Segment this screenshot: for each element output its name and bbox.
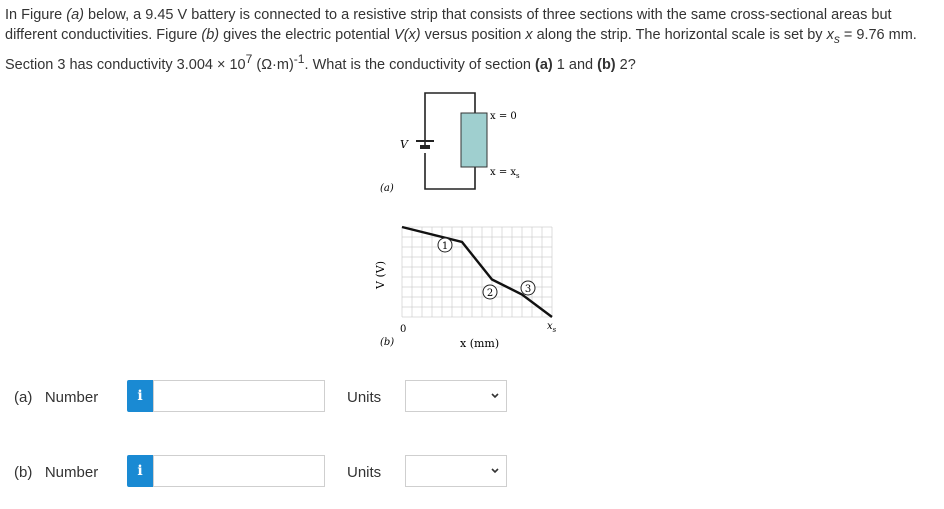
row-label: (a) Number — [14, 389, 99, 406]
figure-svg — [360, 85, 580, 350]
origin-label: 0 — [400, 324, 407, 335]
question-text: In Figure (a) below, a 9.45 V battery is connected to a resistive strip that consists of three sections with the same cross-sectional areas but different conductivities. Figure (b) gives the electric potential V(x) versus position x along the strip. The horizontal scale is set by $x_s = 9.76$ mm. Section 3 has conductivity $3.004 \times 10^7$ $(\Omega\cdot m)^{-1}$. What is the conductivity of section (a) 1 and (b) 2? — [5, 7, 917, 73]
xs-tick-label: $x_s$ — [547, 321, 557, 334]
section-3-marker — [521, 281, 535, 295]
x-axis-label: x (mm) — [460, 337, 500, 350]
units-label: Units — [347, 464, 382, 481]
units-select-b[interactable] — [405, 455, 507, 487]
circuit-diagram — [380, 93, 520, 194]
number-input-a[interactable] — [153, 380, 325, 412]
section-2-marker — [483, 285, 497, 299]
xs-label: $x = x_s$ — [490, 167, 520, 180]
chevron-down-icon — [490, 463, 500, 479]
svg-text:3: 3 — [524, 284, 532, 295]
x0-label: x = 0 — [490, 111, 517, 122]
resistive-strip — [461, 113, 487, 167]
number-input-b[interactable] — [153, 455, 325, 487]
graph-grid — [402, 227, 552, 317]
svg-text:1: 1 — [441, 241, 449, 252]
potential-line — [402, 227, 552, 317]
answer-row-a — [0, 380, 944, 414]
figure — [360, 85, 580, 350]
info-icon[interactable]: i — [127, 455, 153, 487]
answer-row-b — [0, 455, 944, 489]
y-axis-label: V (V) — [374, 261, 387, 289]
units-select-a[interactable] — [405, 380, 507, 412]
section-1-marker — [438, 238, 452, 252]
units-label: Units — [347, 389, 382, 406]
battery-label: V — [400, 138, 408, 151]
row-label: (b) Number — [14, 464, 99, 481]
caption-a: (a) — [380, 183, 394, 194]
info-icon[interactable]: i — [127, 380, 153, 412]
chevron-down-icon — [490, 388, 500, 404]
caption-b: (b) — [380, 337, 395, 348]
svg-text:2: 2 — [486, 288, 494, 299]
potential-graph — [374, 227, 557, 350]
